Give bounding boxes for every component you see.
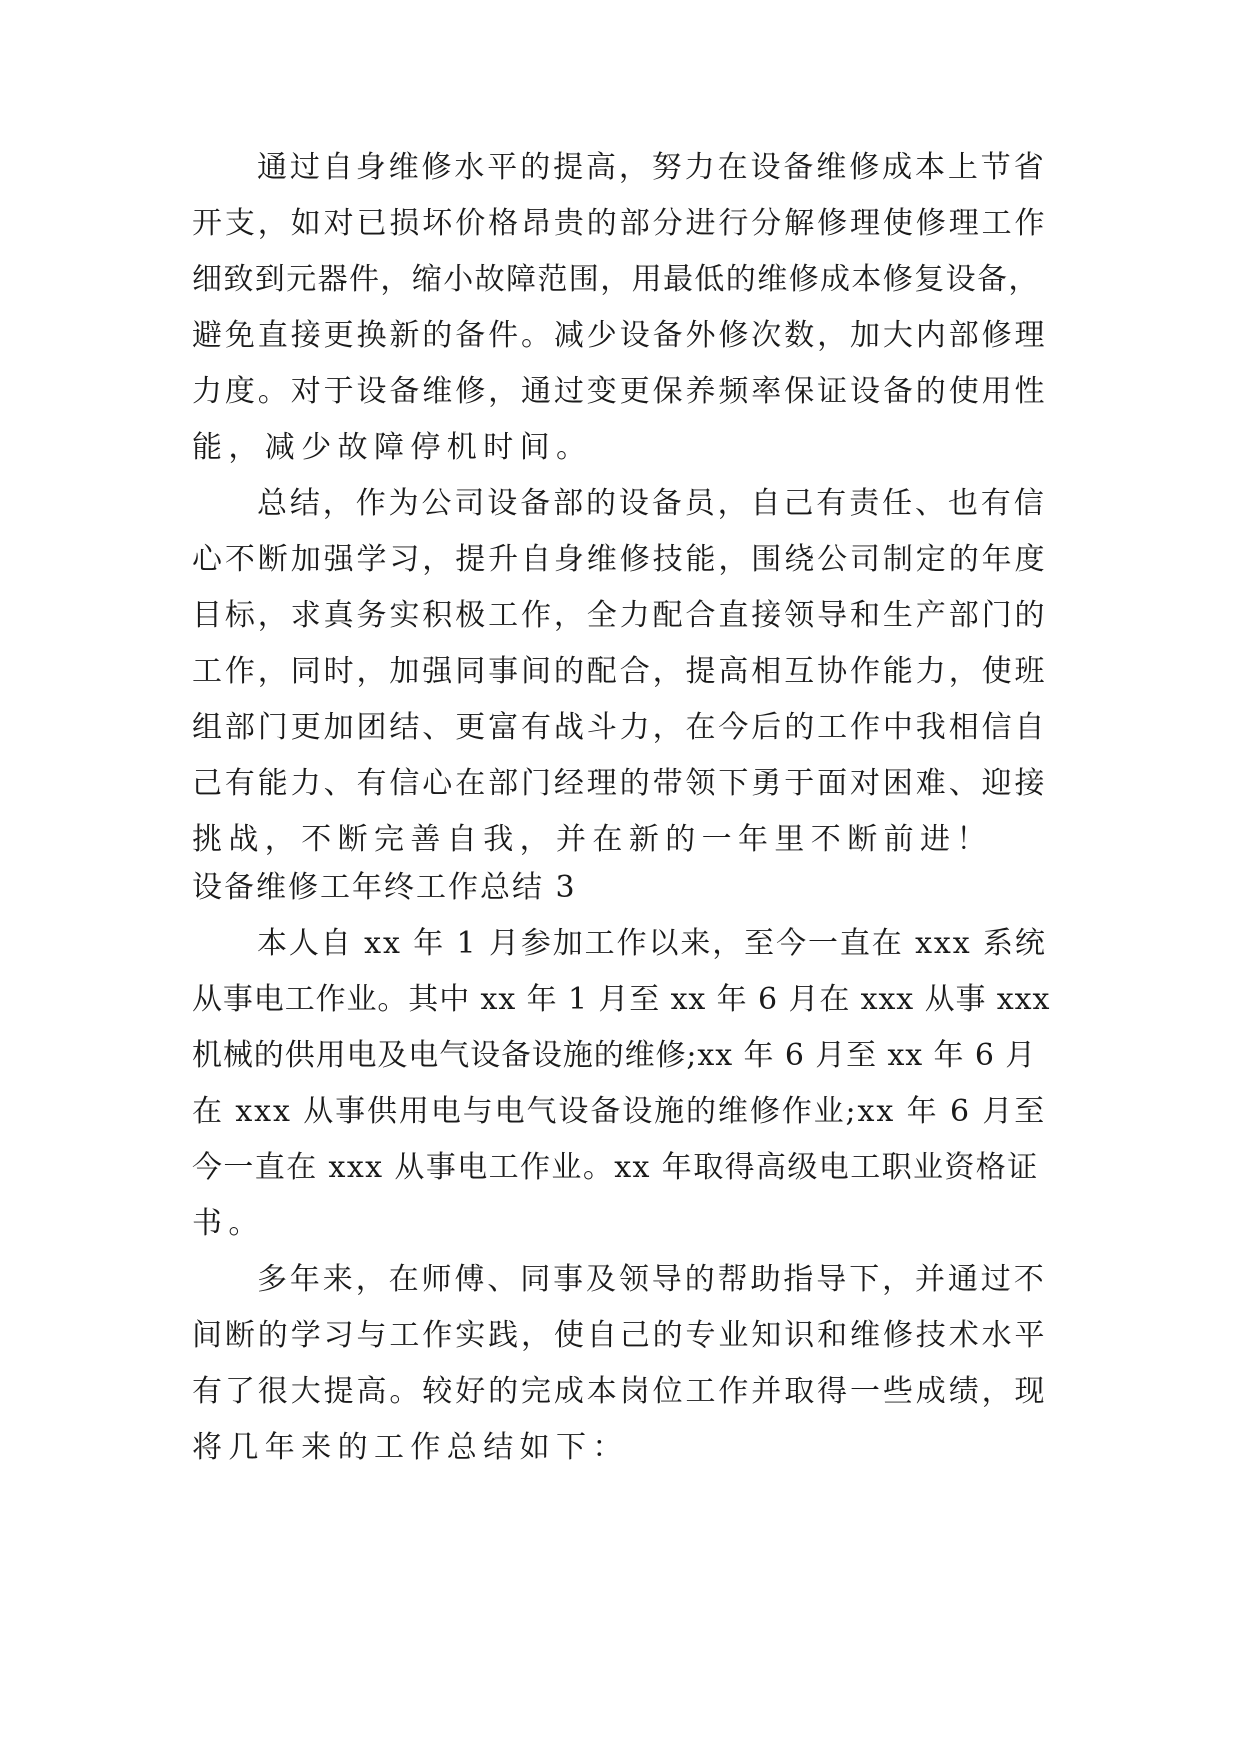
paragraph-4-line-3: 有了很大提高。较好的完成本岗位工作并取得一些成绩，现 xyxy=(192,1374,1048,1409)
section-heading: 设备维修工年终工作总结 3 xyxy=(192,870,577,905)
paragraph-2-line-7: 挑战，不断完善自我，并在新的一年里不断前进！ xyxy=(192,822,993,857)
paragraph-2-line-6: 己有能力、有信心在部门经理的带领下勇于面对困难、迎接 xyxy=(192,766,1048,801)
paragraph-2-line-5: 组部门更加团结、更富有战斗力，在今后的工作中我相信自 xyxy=(192,710,1048,745)
paragraph-1-line-5: 力度。对于设备维修，通过变更保养频率保证设备的使用性 xyxy=(192,374,1048,409)
paragraph-2-line-4: 工作，同时，加强同事间的配合，提高相互协作能力，使班 xyxy=(192,654,1048,689)
paragraph-1-line-3: 细致到元器件，缩小故障范围，用最低的维修成本修复设备， xyxy=(192,262,1040,297)
paragraph-3-line-4: 在 xxx 从事供用电与电气设备设施的维修作业;xx 年 6 月至 xyxy=(192,1094,1047,1129)
paragraph-3-line-5: 今一直在 xxx 从事电工作业。xx 年取得高级电工职业资格证 xyxy=(192,1150,1039,1185)
paragraph-2-line-2: 心不断加强学习，提升自身维修技能，围绕公司制定的年度 xyxy=(192,542,1048,577)
paragraph-3-line-6: 书。 xyxy=(192,1206,265,1241)
paragraph-1-line-4: 避免直接更换新的备件。减少设备外修次数，加大内部修理 xyxy=(192,318,1048,353)
paragraph-2-line-1: 总结，作为公司设备部的设备员，自己有责任、也有信 xyxy=(257,486,1047,521)
paragraph-1-line-2: 开支，如对已损坏价格昂贵的部分进行分解修理使修理工作 xyxy=(192,206,1048,241)
paragraph-1-line-1: 通过自身维修水平的提高，努力在设备维修成本上节省 xyxy=(257,150,1047,185)
paragraph-4-line-4: 将几年来的工作总结如下： xyxy=(192,1430,629,1465)
paragraph-4-line-2: 间断的学习与工作实践，使自己的专业知识和维修技术水平 xyxy=(192,1318,1048,1353)
paragraph-2-line-3: 目标，求真务实积极工作，全力配合直接领导和生产部门的 xyxy=(192,598,1048,633)
paragraph-1-line-6: 能，减少故障停机时间。 xyxy=(192,430,593,465)
paragraph-4-line-1: 多年来，在师傅、同事及领导的帮助指导下，并通过不 xyxy=(257,1262,1047,1297)
paragraph-3-line-1: 本人自 xx 年 1 月参加工作以来，至今一直在 xxx 系统 xyxy=(257,926,1047,961)
paragraph-3-line-2: 从事电工作业。其中 xx 年 1 月至 xx 年 6 月在 xxx 从事 xxx xyxy=(192,982,1051,1017)
paragraph-3-line-3: 机械的供用电及电气设备设施的维修;xx 年 6 月至 xx 年 6 月 xyxy=(192,1038,1037,1073)
